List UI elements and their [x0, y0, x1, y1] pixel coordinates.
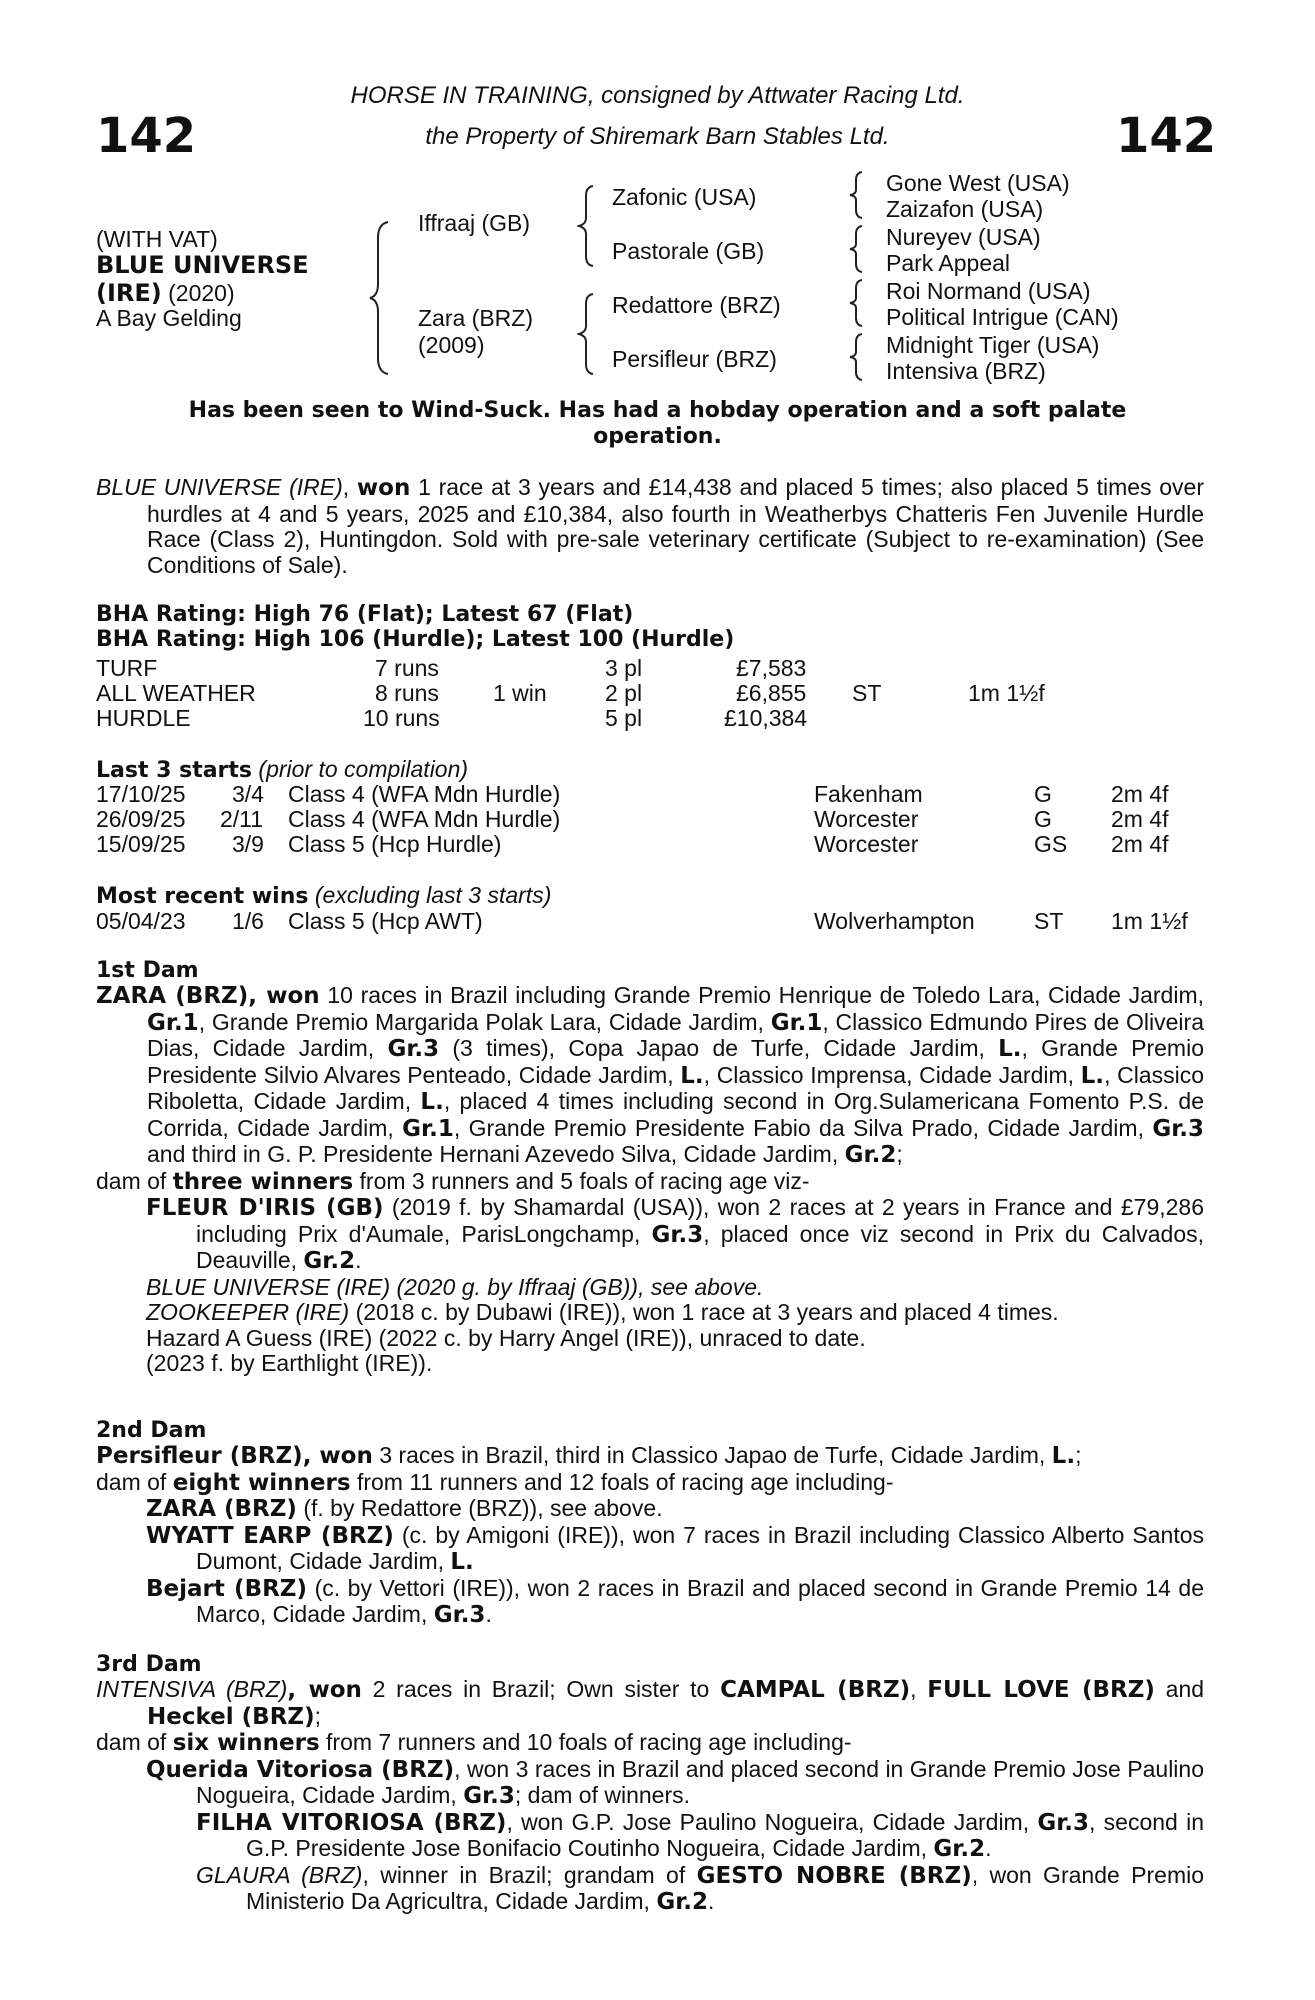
- dam3-heading: 3rd Dam: [96, 1652, 202, 1677]
- dam2-t1: 3 races in Brazil, third in Classico Japao de Turfe, Cidade Jardim,: [372, 1442, 1052, 1468]
- dam1-g4: Gr.1: [402, 1115, 454, 1142]
- fleur-t2: , placed once viz second in Prix du Calvados, Deauville,: [196, 1220, 1205, 1273]
- dam2-t2: ;: [1075, 1442, 1082, 1468]
- pedigree-sire-sire: Zafonic (USA): [612, 184, 757, 210]
- record-aw-placed: 2 pl: [605, 680, 643, 706]
- recent-wins-heading: [96, 882, 551, 909]
- record-aw-surface: ALL WEATHER: [96, 680, 256, 706]
- dam1-t9: , Grande Premio Presidente Fabio da Silva Prado, Cidade Jardim,: [453, 1114, 1153, 1141]
- filha-t1: , won G.P. Jose Paulino Nogueira, Cidade Jardim,: [506, 1808, 1038, 1835]
- last3-row2-date: 26/09/25: [96, 806, 186, 832]
- record-aw-wins: 1 win: [493, 680, 547, 706]
- wyatt-name: WYATT EARP (BRZ): [146, 1522, 394, 1549]
- pedigree-ddd: Intensiva (BRZ): [886, 358, 1046, 384]
- recent-wins-title: Most recent wins: [96, 884, 309, 909]
- dam1-t5: , Grande Premio Presidente Silvio Alvares Penteado, Cidade Jardim,: [147, 1035, 1204, 1088]
- record-turf-placed: 3 pl: [605, 655, 643, 681]
- dam3-section: [96, 1677, 1204, 1916]
- glaura-t3: .: [708, 1888, 715, 1914]
- dam1-t6: , Classico Imprensa, Cidade Jardim,: [703, 1061, 1081, 1088]
- summary-text: 1 race at 3 years and £14,438 and placed 5 times; also placed 5 times over hurdles at 4 and 5 years, 2025 and £10,384, also fourth in Weatherbys Chatteris Fen Juvenile Hurdle Race (Class 2), Huntingdon. Sold with pre-sale veterinary certificate (Subject to re-examination) (See Conditions of Sale).: [147, 474, 1205, 578]
- last3-row3-race: Class 5 (Hcp Hurdle): [288, 831, 502, 857]
- horse-name: BLUE UNIVERSE: [96, 251, 309, 279]
- f2023-text: (2023 f. by Earthlight (IRE)).: [146, 1350, 433, 1376]
- dam3-fulllove: FULL LOVE (BRZ): [927, 1677, 1155, 1703]
- pedigree-ssd: Zaizafon (USA): [886, 196, 1044, 222]
- dam1-damof-c: from 3 runners and 5 foals of racing age viz-: [353, 1167, 810, 1194]
- record-aw-going: ST: [852, 680, 882, 706]
- pedigree-brace-dam: [577, 292, 597, 376]
- filha-t3: .: [985, 1835, 992, 1861]
- horse-name-country-year: [96, 279, 235, 307]
- querida-t1: , won 3 races in Brazil and placed second in Grande Premio Jose Paulino Nogueira, Cidade Jardim,: [196, 1755, 1204, 1808]
- fleur-g1: Gr.3: [651, 1221, 704, 1248]
- summary-won: won: [356, 475, 411, 501]
- dam1-l4: L.: [420, 1089, 444, 1115]
- record-hurdle-placed: 5 pl: [605, 705, 643, 731]
- pedigree-brace-sire: [577, 184, 597, 268]
- last3-row2-pos: 2/11: [220, 806, 264, 832]
- zoo-text: (2018 c. by Dubawi (IRE)), won 1 race at 3 years and placed 4 times.: [349, 1299, 1059, 1325]
- dam1-l2: L.: [680, 1062, 704, 1089]
- zoo-name: ZOOKEEPER (IRE): [146, 1299, 350, 1325]
- dam1-l3: L.: [1080, 1062, 1105, 1089]
- pedigree-dam-year: (2009): [418, 332, 485, 358]
- last3-row1-going: G: [1034, 781, 1052, 807]
- vat-label: (WITH VAT): [96, 226, 218, 252]
- recent-win-course: Wolverhampton: [814, 908, 975, 934]
- record-aw-prize: £6,855: [736, 680, 807, 706]
- querida-g: Gr.3: [463, 1783, 515, 1809]
- record-aw-dist: 1m 1½f: [968, 680, 1045, 706]
- dam3-won: , won: [287, 1677, 362, 1703]
- last3-row3-date: 15/09/25: [96, 831, 186, 857]
- record-aw-runs: 8 runs: [375, 680, 439, 706]
- zara-text: (f. by Redattore (BRZ)), see above.: [296, 1495, 663, 1521]
- record-turf-surface: TURF: [96, 655, 158, 681]
- fleur-name: FLEUR D'IRIS (GB): [146, 1195, 384, 1221]
- summary-horse-name: BLUE UNIVERSE (IRE): [96, 474, 343, 500]
- querida-name: Querida Vitoriosa (BRZ): [146, 1756, 455, 1783]
- last3-row2-race: Class 4 (WFA Mdn Hurdle): [288, 806, 561, 832]
- pedigree-sire: Iffraaj (GB): [418, 210, 531, 236]
- dam1-g2: Gr.1: [770, 1009, 823, 1036]
- record-hurdle-runs: 10 runs: [363, 705, 440, 731]
- record-hurdle-surface: HURDLE: [96, 705, 191, 731]
- wyatt-l: L.: [450, 1549, 474, 1575]
- dam1-t1: 10 races in Brazil including Grande Premio Henrique de Toledo Lara, Cidade Jardim,: [319, 982, 1205, 1008]
- recent-win-dist: 1m 1½f: [1111, 908, 1188, 934]
- fleur-t1: (2019 f. by Shamardal (USA)), won 2 races at 2 years in France and £79,286 including Prix d'Aumale, ParisLongchamp,: [196, 1194, 1205, 1247]
- filha-g1: Gr.3: [1037, 1809, 1090, 1836]
- last3-row3-going: GS: [1034, 831, 1068, 857]
- recent-win-race: Class 5 (Hcp AWT): [288, 908, 483, 934]
- pedigree-dam-sire: Redattore (BRZ): [612, 292, 781, 318]
- pedigree-brace-sd: [848, 224, 866, 274]
- pedigree-brace-main: [368, 218, 392, 378]
- glaura-name: GLAURA (BRZ): [196, 1861, 363, 1888]
- wind-suck-notice-cont: operation.: [593, 424, 722, 449]
- lot-number-left: 142: [96, 108, 197, 164]
- pedigree-dam-dam: Persifleur (BRZ): [612, 346, 777, 372]
- fleur-t3: .: [355, 1247, 362, 1273]
- dam2-damof-c: from 11 runners and 12 foals of racing age including-: [350, 1468, 894, 1495]
- header-property: the Property of Shiremark Barn Stables Ltd.: [425, 123, 890, 150]
- last3-note: (prior to compilation): [252, 756, 469, 782]
- dam2-damof-b: eight winners: [172, 1469, 351, 1496]
- pedigree-dsd: Political Intrigue (CAN): [886, 304, 1119, 330]
- pedigree-sds: Nureyev (USA): [886, 224, 1041, 250]
- dam2-section: [96, 1443, 1204, 1629]
- dam1-g6: Gr.2: [844, 1142, 897, 1168]
- dam2-l1: L.: [1051, 1443, 1076, 1469]
- last3-row2-course: Worcester: [814, 806, 919, 832]
- last3-row3-pos: 3/9: [232, 831, 264, 857]
- wyatt-text: (c. by Amigoni (IRE)), won 7 races in Brazil including Classico Alberto Santos Dumont, Cidade Jardim,: [196, 1521, 1205, 1574]
- glaura-g: Gr.2: [656, 1889, 709, 1915]
- recent-wins-note: (excluding last 3 starts): [308, 882, 552, 908]
- horse-year: (2020): [161, 280, 235, 306]
- dam2-heading: 2nd Dam: [96, 1418, 207, 1443]
- dam3-heckel: Heckel (BRZ): [147, 1703, 315, 1730]
- dam1-t4: (3 times), Copa Japao de Turfe, Cidade Jardim,: [439, 1035, 999, 1061]
- last3-row1-race: Class 4 (WFA Mdn Hurdle): [288, 781, 561, 807]
- header-consignor: HORSE IN TRAINING, consigned by Attwater Racing Ltd.: [350, 82, 965, 109]
- recent-win-going: ST: [1034, 908, 1064, 934]
- last3-row1-dist: 2m 4f: [1111, 781, 1169, 807]
- last3-heading: [96, 756, 468, 783]
- record-turf-runs: 7 runs: [375, 655, 439, 681]
- pedigree-dds: Midnight Tiger (USA): [886, 332, 1100, 358]
- dam3-semi: ;: [314, 1702, 321, 1729]
- bha-rating-flat: BHA Rating: High 76 (Flat); Latest 67 (Flat): [96, 602, 634, 627]
- dam1-section: [96, 983, 1204, 1377]
- dam1-l1: L.: [998, 1036, 1022, 1062]
- horse-country: (IRE): [96, 279, 162, 307]
- dam1-won: , won: [248, 983, 320, 1009]
- querida-t2: ; dam of winners.: [514, 1782, 691, 1808]
- filha-name: FILHA VITORIOSA (BRZ): [196, 1809, 507, 1836]
- pedigree-sdd: Park Appeal: [886, 250, 1011, 276]
- dam1-g1: Gr.1: [147, 1009, 199, 1036]
- dam3-damof-a: dam of: [96, 1729, 173, 1755]
- zara-name: ZARA (BRZ): [146, 1496, 297, 1522]
- record-hurdle-prize: £10,384: [724, 705, 808, 731]
- pedigree-brace-ds: [848, 278, 866, 328]
- glaura-t1: , winner in Brazil; grandam of: [362, 1861, 697, 1888]
- pedigree-dss: Roi Normand (USA): [886, 278, 1091, 304]
- dam1-damof-b: three winners: [172, 1168, 354, 1195]
- wind-suck-notice: Has been seen to Wind-Suck. Has had a hobday operation and a soft palate: [188, 398, 1127, 423]
- bejart-end: .: [485, 1601, 492, 1627]
- lot-number-right: 142: [1116, 108, 1217, 164]
- dam1-heading: 1st Dam: [96, 958, 199, 983]
- horse-description: A Bay Gelding: [96, 305, 242, 331]
- gesto-name: GESTO NOBRE (BRZ): [696, 1862, 972, 1889]
- dam3-name: INTENSIVA (BRZ): [96, 1676, 288, 1702]
- last3-row1-course: Fakenham: [814, 781, 923, 807]
- recent-win-date: 05/04/23: [96, 908, 186, 934]
- pedigree-sss: Gone West (USA): [886, 170, 1070, 196]
- pedigree-brace-dd: [848, 332, 866, 382]
- bu-name: BLUE UNIVERSE (IRE): [146, 1273, 391, 1300]
- filha-t2: , second in G.P. Presidente Jose Bonifacio Coutinho Nogueira, Cidade Jardim,: [246, 1808, 1204, 1861]
- dam3-and: and: [1154, 1676, 1205, 1702]
- fleur-g2: Gr.2: [303, 1248, 356, 1274]
- filha-g2: Gr.2: [933, 1836, 986, 1862]
- dam1-t3: , Classico Edmundo Pires de Oliveira Dias, Cidade Jardim,: [147, 1008, 1204, 1061]
- bejart-g: Gr.3: [433, 1602, 486, 1628]
- racing-summary: BLUE UNIVERSE (IRE), won 1 race at 3 years and £14,438 and placed 5 times; also placed 5 times over hurdles at 4 and 5 years, 2025 and £10,384, also fourth in Weatherbys Chatteris Fen Juvenile Hurdle Race (Class 2), Huntingdon. Sold with pre-sale veterinary certificate (Subject to re-examination) (See Conditions of Sale).: [96, 474, 1205, 578]
- dam1-t2: , Grande Premio Margarida Polak Lara, Cidade Jardim,: [198, 1008, 771, 1035]
- dam1-t7: , Classico Riboletta, Cidade Jardim,: [147, 1061, 1204, 1114]
- dam3-t1: 2 races in Brazil; Own sister to: [361, 1676, 721, 1702]
- pedigree-dam: Zara (BRZ): [418, 305, 533, 331]
- bu-text: (2020 g. by Iffraaj (GB)), see above.: [390, 1273, 764, 1300]
- dam3-damof-b: six winners: [172, 1730, 320, 1756]
- last3-row2-dist: 2m 4f: [1111, 806, 1169, 832]
- last3-row3-course: Worcester: [814, 831, 919, 857]
- last3-row2-going: G: [1034, 806, 1052, 832]
- pedigree-brace-ss: [848, 170, 866, 220]
- bejart-text: (c. by Vettori (IRE)), won 2 races in Brazil and placed second in Grande Premio 14 de Marco, Cidade Jardim,: [196, 1574, 1204, 1627]
- last3-title: Last 3 starts: [96, 758, 253, 783]
- pedigree-sire-dam: Pastorale (GB): [612, 238, 765, 264]
- dam3-campal: CAMPAL (BRZ): [720, 1677, 911, 1703]
- dam3-damof-c: from 7 runners and 10 foals of racing age including-: [319, 1729, 852, 1755]
- dam1-t10: and third in G. P. Presidente Hernani Azevedo Silva, Cidade Jardim,: [147, 1141, 845, 1167]
- record-turf-prize: £7,583: [736, 655, 807, 681]
- recent-win-pos: 1/6: [232, 908, 264, 934]
- dam3-comma: ,: [910, 1676, 928, 1702]
- dam1-t11: ;: [896, 1141, 903, 1167]
- dam1-g3: Gr.3: [387, 1036, 440, 1062]
- bha-rating-hurdle: BHA Rating: High 106 (Hurdle); Latest 100 (Hurdle): [96, 627, 735, 652]
- dam2-name: Persifleur (BRZ): [96, 1443, 303, 1469]
- last3-row1-pos: 3/4: [232, 781, 264, 807]
- dam1-name: ZARA (BRZ): [96, 983, 249, 1009]
- dam1-g5: Gr.3: [1152, 1115, 1204, 1142]
- glaura-t2: , won Grande Premio Ministerio Da Agricultra, Cidade Jardim,: [246, 1861, 1205, 1914]
- dam2-won: , won: [302, 1443, 373, 1469]
- dam1-damof-a: dam of: [96, 1167, 173, 1194]
- last3-row3-dist: 2m 4f: [1111, 831, 1169, 857]
- dam1-t8: , placed 4 times including second in Org.Sulamericana Fomento P.S. de Corrida, Cidade Jardim,: [147, 1088, 1204, 1141]
- hazard-text: Hazard A Guess (IRE) (2022 c. by Harry Angel (IRE)), unraced to date.: [146, 1324, 866, 1351]
- dam2-damof-a: dam of: [96, 1468, 173, 1495]
- last3-row1-date: 17/10/25: [96, 781, 186, 807]
- bejart-name: Bejart (BRZ): [146, 1575, 307, 1602]
